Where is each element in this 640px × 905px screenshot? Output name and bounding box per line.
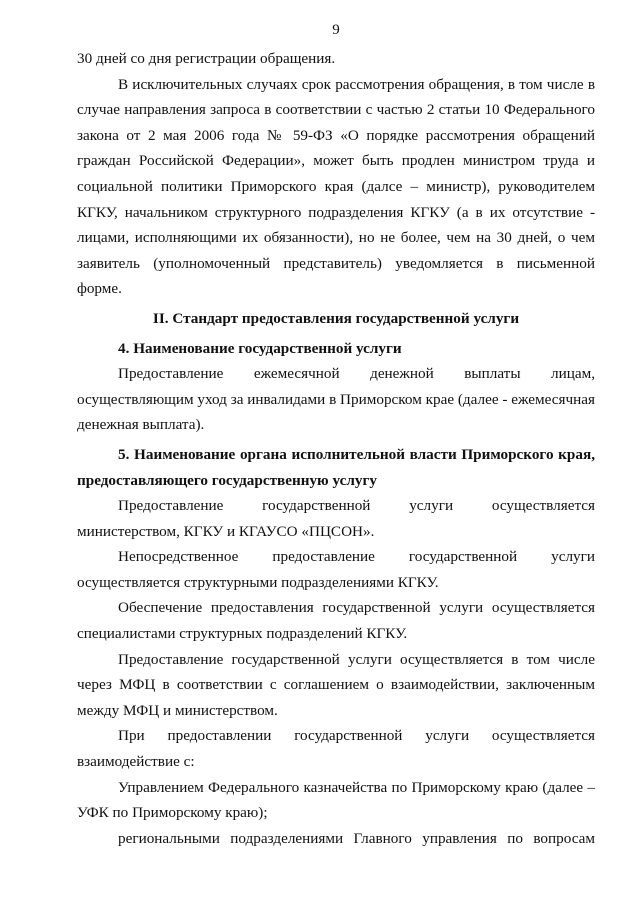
paragraph-specialists: Обеспечение предоставления государственной услуги осуществляется специалистами структурных подразделений КГКУ. bbox=[77, 599, 595, 643]
section-heading-standard: II. Стандарт предоставления государственной услуги bbox=[152, 309, 520, 327]
paragraph-term-end: 30 дней со дня регистрации обращения. bbox=[77, 50, 336, 67]
paragraph-treasury: Управлением Федерального казначейства по Приморскому краю (далее – УФК по Приморскому краю); bbox=[77, 778, 595, 822]
paragraph-extension: В исключительных случаях срок рассмотрения обращения, в том числе в случае направления запроса в соответствии с частью 2 статьи 10 Федерального закона от 2 мая 2006 года № 59-ФЗ «О порядке рассмотрения обращений граждан Российской Федерации», может быть продлен министром труда и социальной политики Приморского края (далсе – министр), руководителем КГКУ, начальником структурного подразделения КГКУ (а в их отсутствие - лицами, исполняющими их обязанности), но не более, чем на 30 дней, о чем заявитель (уполномоченный представитель) уведомляется в письменной форме. bbox=[77, 75, 595, 298]
paragraph-interaction-rest: взаимодействие с: bbox=[77, 753, 195, 771]
paragraph-mfc: Предоставление государственной услуги осуществляется в том числе через МФЦ в соответствии с соглашением о взаимодействии, заключенным между МФЦ и министерством. bbox=[77, 650, 595, 719]
document-page bbox=[77, 20, 595, 851]
paragraph-regional-units: региональными подразделениями Главного управления по вопросам bbox=[118, 829, 595, 847]
paragraph-direct-provision-rest: осуществляется структурными подразделениями КГКУ. bbox=[77, 573, 439, 591]
paragraph-direct-provision-line1: Непосредственное предоставление государственной услуги bbox=[118, 548, 595, 566]
paragraph-interaction-line1: При предоставлении государственной услуги осуществляется bbox=[118, 727, 595, 745]
paragraph-service-name-rest: осуществляющим уход за инвалидами в Приморском крае (далее - ежемесячная денежная выплата). bbox=[77, 390, 595, 434]
heading-service-name: 4. Наименование государственной услуги bbox=[118, 339, 402, 357]
heading-authority: 5. Наименование органа исполнительной власти Приморского края, предоставляющего государственную услугу bbox=[77, 445, 595, 489]
paragraph-service-name-line1: Предоставление ежемесячной денежной выплаты лицам, bbox=[118, 365, 595, 383]
page-number: 9 bbox=[332, 22, 340, 38]
paragraph-provider: Предоставление государственной услуги осуществляется министерством, КГКУ и КГАУСО «ПЦСОН». bbox=[77, 497, 595, 540]
